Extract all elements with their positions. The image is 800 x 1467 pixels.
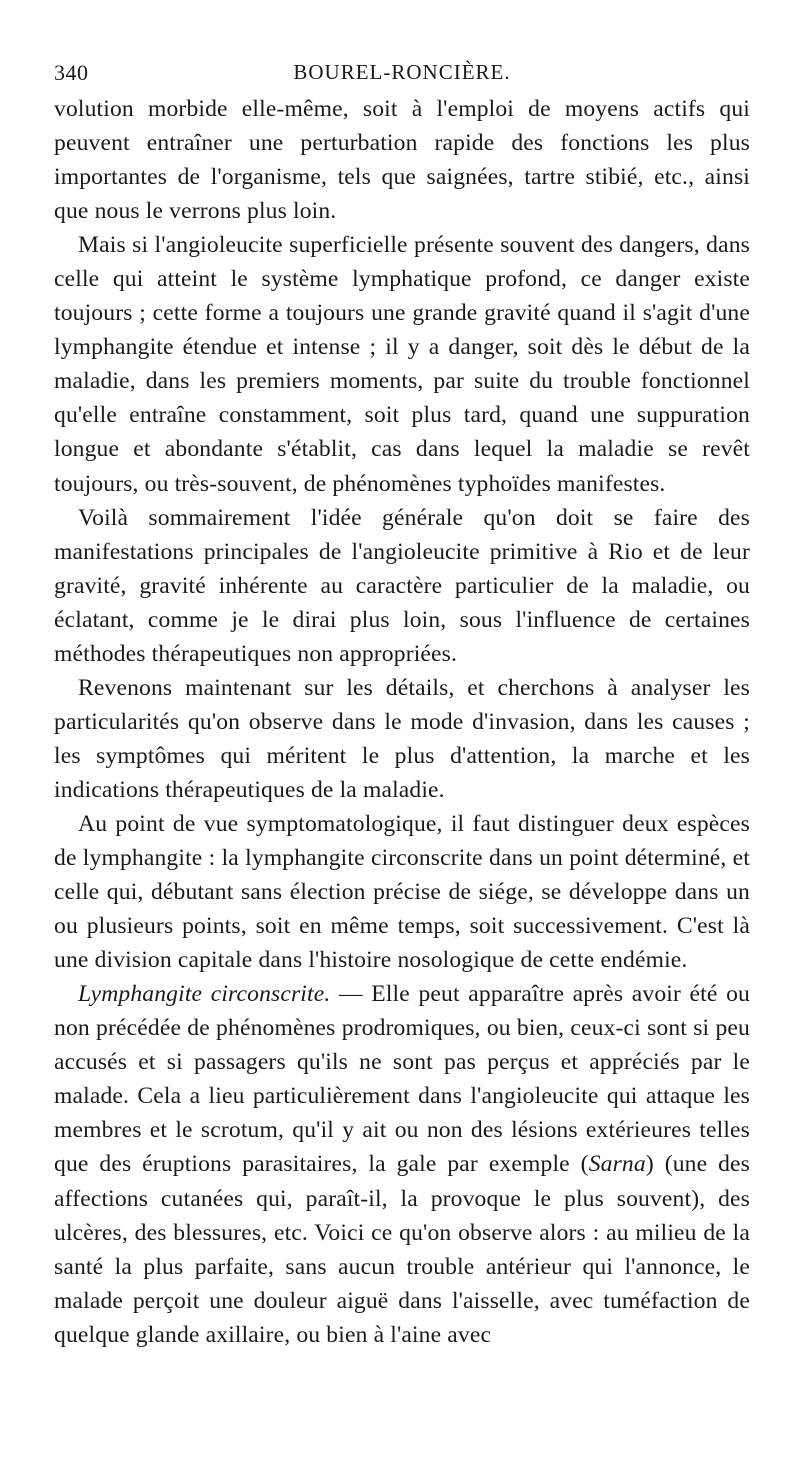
section-heading-italic: Lymphangite circonscrite. [78, 981, 331, 1008]
paragraph: Revenons maintenant sur les détails, et cherchons à analyser les particularités qu'on observe dans le mode d'invasion, dans les causes ; les symptômes qui méritent le plus d'attention, la marche et les indications thérapeutiques de la maladie. [54, 674, 750, 803]
paragraph-continued: volution morbide elle-même, soit à l'emploi de moyens actifs qui peuvent entraîner une perturbation rapide des fonctions les plus importantes de l'organisme, tels que saignées, tartre stibié, etc., ainsi que nous le verrons plus loin. [54, 96, 750, 225]
paragraph-text: ) (une des affections cutanées qui, paraît-il, la provoque le plus souvent), des ulcères, des blessures, etc. Voici ce qu'on observe alors : au milieu de la santé la plus parfaite, sans aucun trouble antérieur qui l'annonce, le malade perçoit une douleur aiguë dans l'aisselle, avec tuméfaction de quelque glande axillaire, ou bien à l'aine avec [54, 1151, 751, 1348]
body-text [54, 92, 750, 1352]
paragraph: Mais si l'angioleucite superficielle présente souvent des dangers, dans celle qui atteint le système lymphatique profond, ce danger existe toujours ; cette forme a toujours une grande gravité quand il s'agit d'une lymphangite étendue et intense ; il y a danger, soit dès le début de la maladie, dans les premiers moments, par suite du trouble fonctionnel qu'elle entraîne constamment, soit plus tard, quand une suppuration longue et abondante s'établit, cas dans lequel la maladie se revêt toujours, ou très-souvent, de phénomènes typhoïdes manifestes. [54, 232, 750, 497]
paragraph: Voilà sommairement l'idée générale qu'on doit se faire des manifestations principales de l'angioleucite primitive à Rio et de leur gravité, gravité inhérente au caractère particulier de la maladie, ou éclatant, comme je le dirai plus loin, sous l'influence de certaines méthodes thérapeutiques non appropriées. [54, 504, 750, 667]
paragraph-text: — Elle peut apparaître après avoir été ou non précédée de phénomènes prodromiques, ou bien, ceux-ci sont si peu accusés et si passagers qu'ils ne sont pas perçus et appréciés par le malade. Cela a lieu particulièrement dans l'angioleucite qui attaque les membres et le scrotum, qu'il y ait ou non des lésions extérieures telles que des éruptions parasitaires, la gale par exemple ( [54, 981, 750, 1178]
book-page [54, 52, 750, 1352]
paragraph-lymphangite-circonscrite [54, 977, 750, 1352]
term-sarna-italic: Sarna [588, 1151, 646, 1178]
running-head [54, 52, 750, 92]
running-title: BOUREL-RONCIÈRE. [293, 60, 511, 84]
page-number: 340 [54, 60, 89, 85]
paragraph: Au point de vue symptomatologique, il faut distinguer deux espèces de lymphangite : la lymphangite circonscrite dans un point déterminé, et celle qui, débutant sans élection précise de siége, se développe dans un ou plusieurs points, soit en même temps, soit successivement. C'est là une division capitale dans l'histoire nosologique de cette endémie. [54, 810, 750, 974]
